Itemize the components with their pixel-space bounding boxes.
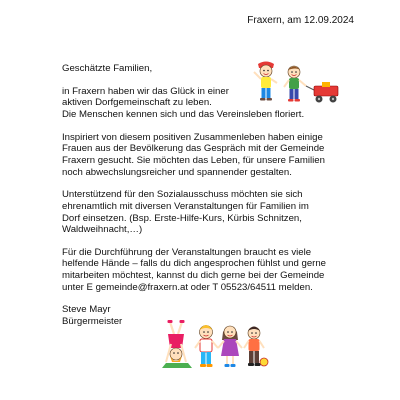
letter-body [62, 63, 362, 339]
letter-date: Fraxern, am 12.09.2024 [247, 15, 354, 26]
children-group-illustration [160, 318, 270, 376]
signature-name: Steve Mayr [62, 304, 111, 316]
paragraph-call-to-action [62, 247, 362, 293]
child-ball-figure [244, 327, 268, 367]
salutation: Geschätzte Familien, [62, 63, 153, 74]
paragraph-line: aktiven Dorfgemeinschaft zu leben. [62, 97, 212, 109]
paragraph-line: in Fraxern haben wir das Glück in einer [62, 85, 229, 97]
paragraph-line: ehrenamtlich mit diversen Veranstaltungen für Familien im [62, 200, 309, 212]
paragraph-intro [62, 86, 362, 121]
paragraph-line: Unterstützend für den Sozialausschuss möchten sie sich [62, 189, 303, 201]
paragraph-line: Frauen aus der Bevölkerung das Gespräch mit der Gemeinde [62, 143, 325, 155]
paragraph-inspiration [62, 132, 362, 178]
child-girl-figure [218, 326, 242, 367]
paragraph-line: Fraxern gesucht. Sie möchten das Leben, für unsere Familien [62, 154, 325, 166]
paragraph-events [62, 189, 362, 235]
paragraph-line: Dorf einsetzen. (Bsp. Erste-Hilfe-Kurs, Kürbis Schnitzen, [62, 212, 302, 224]
paragraph-line: Für die Durchführung der Veranstaltungen braucht es viele [62, 246, 312, 258]
paragraph-line: noch abwechslungsreicher und spannender gestalten. [62, 166, 292, 178]
paragraph-line: Inspiriert von diesem positiven Zusammenleben haben einige [62, 131, 323, 143]
signature-role: Bürgermeister [62, 316, 123, 328]
paragraph-line: mitarbeiten möchtest, kannst du dich gerne bei der Gemeinde [62, 270, 325, 282]
paragraph-line: unter E gemeinde@fraxern.at oder T 05523/64511 melden. [62, 281, 313, 293]
paragraph-line: helfende Hände – falls du dich angesprochen fühlst und gerne [62, 258, 327, 270]
child-boy-figure [195, 325, 218, 367]
paragraph-line: Die Menschen kennen sich und das Vereinsleben floriert. [62, 108, 305, 120]
child-handstand-figure [162, 320, 192, 368]
paragraph-line: Waldweihnacht,…) [62, 224, 143, 236]
